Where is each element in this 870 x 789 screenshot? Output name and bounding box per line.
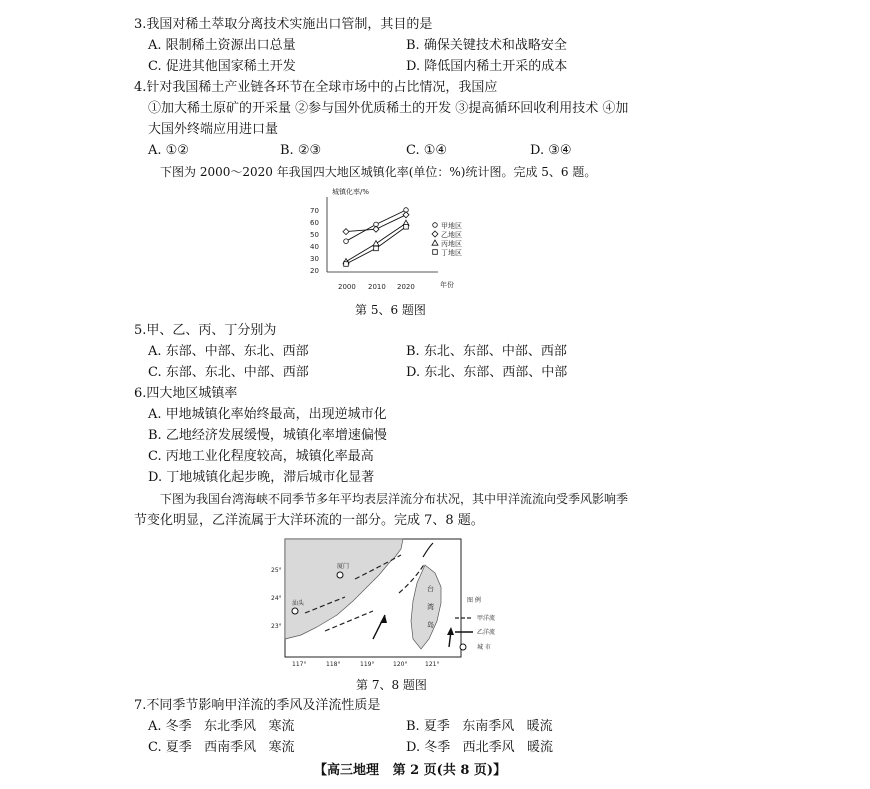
taiwan-label-2: 湾 <box>427 603 434 611</box>
series-4-point-2000 <box>344 262 349 267</box>
legend-jia-label: 甲洋流 <box>477 615 496 622</box>
chart-ytick-30: 30 <box>310 255 319 263</box>
taiwan-label-1: 台 <box>427 585 434 593</box>
intro-q5-6: 下图为 2000～2020 年我国四大地区城镇化率(单位：%)统计图。完成 5、6 题。 <box>160 165 597 179</box>
q3-option-b: B. 确保关键技术和战略安全 <box>406 38 567 53</box>
lat-23-label: 23° <box>271 623 282 630</box>
chart-ytick-40: 40 <box>310 243 319 251</box>
series-4-point-2010 <box>374 246 379 251</box>
q4-stem: 4.针对我国稀土产业链各环节在全球市场中的占比情况，我国应 <box>134 80 498 95</box>
legend-label-1: 甲地区 <box>441 222 462 230</box>
q3-option-c: C. 促进其他国家稀土开发 <box>148 59 296 74</box>
q3-stem: 3.我国对稀土萃取分离技术实施出口管制，其目的是 <box>134 17 433 32</box>
q3-option-d: D. 降低国内稀土开采的成本 <box>406 59 568 74</box>
q4-items-line1: ①加大稀土原矿的开采量 ②参与国外优质稀土的开发 ③提高循环回收利用技术 ④加 <box>148 101 629 116</box>
shantou-city-marker <box>292 608 298 614</box>
q7-option-a: A. 冬季 东北季风 寒流 <box>148 719 295 734</box>
legend-label-3: 丙地区 <box>441 240 462 248</box>
q7-option-b: B. 夏季 东南季风 暖流 <box>406 719 553 734</box>
q4-option-a: A. ①② <box>148 143 189 158</box>
legend-marker-2 <box>432 231 438 237</box>
q3-option-a: A. 限制稀土资源出口总量 <box>148 38 296 53</box>
lat-25-label: 25° <box>271 567 282 574</box>
chart-ytick-60: 60 <box>310 219 319 227</box>
lon-117-label: 117° <box>292 661 307 668</box>
chart-xlabel: 年份 <box>440 281 454 289</box>
lon-120-label: 120° <box>393 661 408 668</box>
legend-label-2: 乙地区 <box>441 231 462 239</box>
map-legend <box>455 590 525 660</box>
series-4-point-2020 <box>404 225 409 230</box>
xiamen-label: 厦门 <box>337 563 350 570</box>
q4-items-line2: 大国外终端应用进口量 <box>148 122 279 137</box>
lon-119-label: 119° <box>360 661 375 668</box>
q7-stem: 7.不同季节影响甲洋流的季风及洋流性质是 <box>134 698 381 713</box>
legend-marker-1 <box>433 223 438 228</box>
lat-24-label: 24° <box>271 595 282 602</box>
q5-option-c: C. 东部、东北、中部、西部 <box>148 365 309 380</box>
q7-option-c: C. 夏季 西南季风 寒流 <box>148 740 295 755</box>
series-2-point-2010 <box>373 226 379 232</box>
q5-stem: 5.甲、乙、丙、丁分别为 <box>134 323 277 338</box>
chart-xtick-2020: 2020 <box>397 283 415 291</box>
chart-ytick-70: 70 <box>310 207 319 215</box>
urbanization-chart <box>300 183 510 295</box>
q5-option-a: A. 东部、中部、东北、西部 <box>148 344 309 359</box>
page-footer: 【高三地理 第 2 页(共 8 页)】 <box>314 763 507 778</box>
q5-option-d: D. 东北、东部、西部、中部 <box>406 365 568 380</box>
chart-ytick-20: 20 <box>310 267 319 275</box>
legend-marker-4 <box>433 250 438 255</box>
legend-city-label: 城 市 <box>477 644 491 651</box>
q6-stem: 6.四大地区城镇率 <box>134 386 238 401</box>
chart-xtick-2010: 2010 <box>368 283 386 291</box>
shantou-label: 汕头 <box>292 600 305 607</box>
chart-series-group <box>343 208 409 267</box>
q5-option-b: B. 东北、东部、中部、西部 <box>406 344 567 359</box>
map-legend-svg <box>455 590 525 660</box>
chart-ytick-50: 50 <box>310 231 319 239</box>
intro-q7-8-line2: 节变化明显，乙洋流属于大洋环流的一部分。完成 7、8 题。 <box>134 513 484 528</box>
xiamen-city-marker <box>337 572 343 578</box>
q6-option-b: B. 乙地经济发展缓慢，城镇化率增速偏慢 <box>148 428 387 443</box>
map-legend-title: 图 例 <box>467 597 481 604</box>
series-1-point-2000 <box>344 239 349 244</box>
lon-118-label: 118° <box>326 661 341 668</box>
q6-option-a: A. 甲地城镇化率始终最高，出现逆城市化 <box>148 407 387 422</box>
q4-option-b: B. ②③ <box>280 143 322 158</box>
legend-city-symbol <box>460 644 466 650</box>
map-caption: 第 7、8 题图 <box>356 678 427 692</box>
chart-legend <box>432 221 462 257</box>
series-3-point-2010 <box>373 241 379 246</box>
series-2-point-2020 <box>403 212 409 218</box>
q6-option-d: D. 丁地城镇化起步晚，滞后城市化显著 <box>148 470 375 485</box>
intro-q7-8-line1: 下图为我国台湾海峡不同季节多年平均表层洋流分布状况，其中甲洋流流向受季风影响季 <box>160 492 629 506</box>
chart-xtick-2000: 2000 <box>338 283 356 291</box>
legend-yi-label: 乙洋流 <box>477 629 496 636</box>
lon-121-label: 121° <box>425 661 440 668</box>
q7-option-d: D. 冬季 西北季风 暖流 <box>406 740 554 755</box>
legend-marker-3 <box>432 240 438 245</box>
chart-caption: 第 5、6 题图 <box>355 303 426 317</box>
q6-option-c: C. 丙地工业化程度较高，城镇化率最高 <box>148 449 374 464</box>
legend-label-4: 丁地区 <box>441 249 462 257</box>
q4-option-d: D. ③④ <box>530 143 572 158</box>
q4-option-c: C. ①④ <box>406 143 448 158</box>
taiwan-label-3: 岛 <box>427 621 434 629</box>
chart-ylabel: 城镇化率/% <box>332 188 370 196</box>
series-2-point-2000 <box>343 229 349 235</box>
urbanization-chart-svg <box>300 183 510 295</box>
